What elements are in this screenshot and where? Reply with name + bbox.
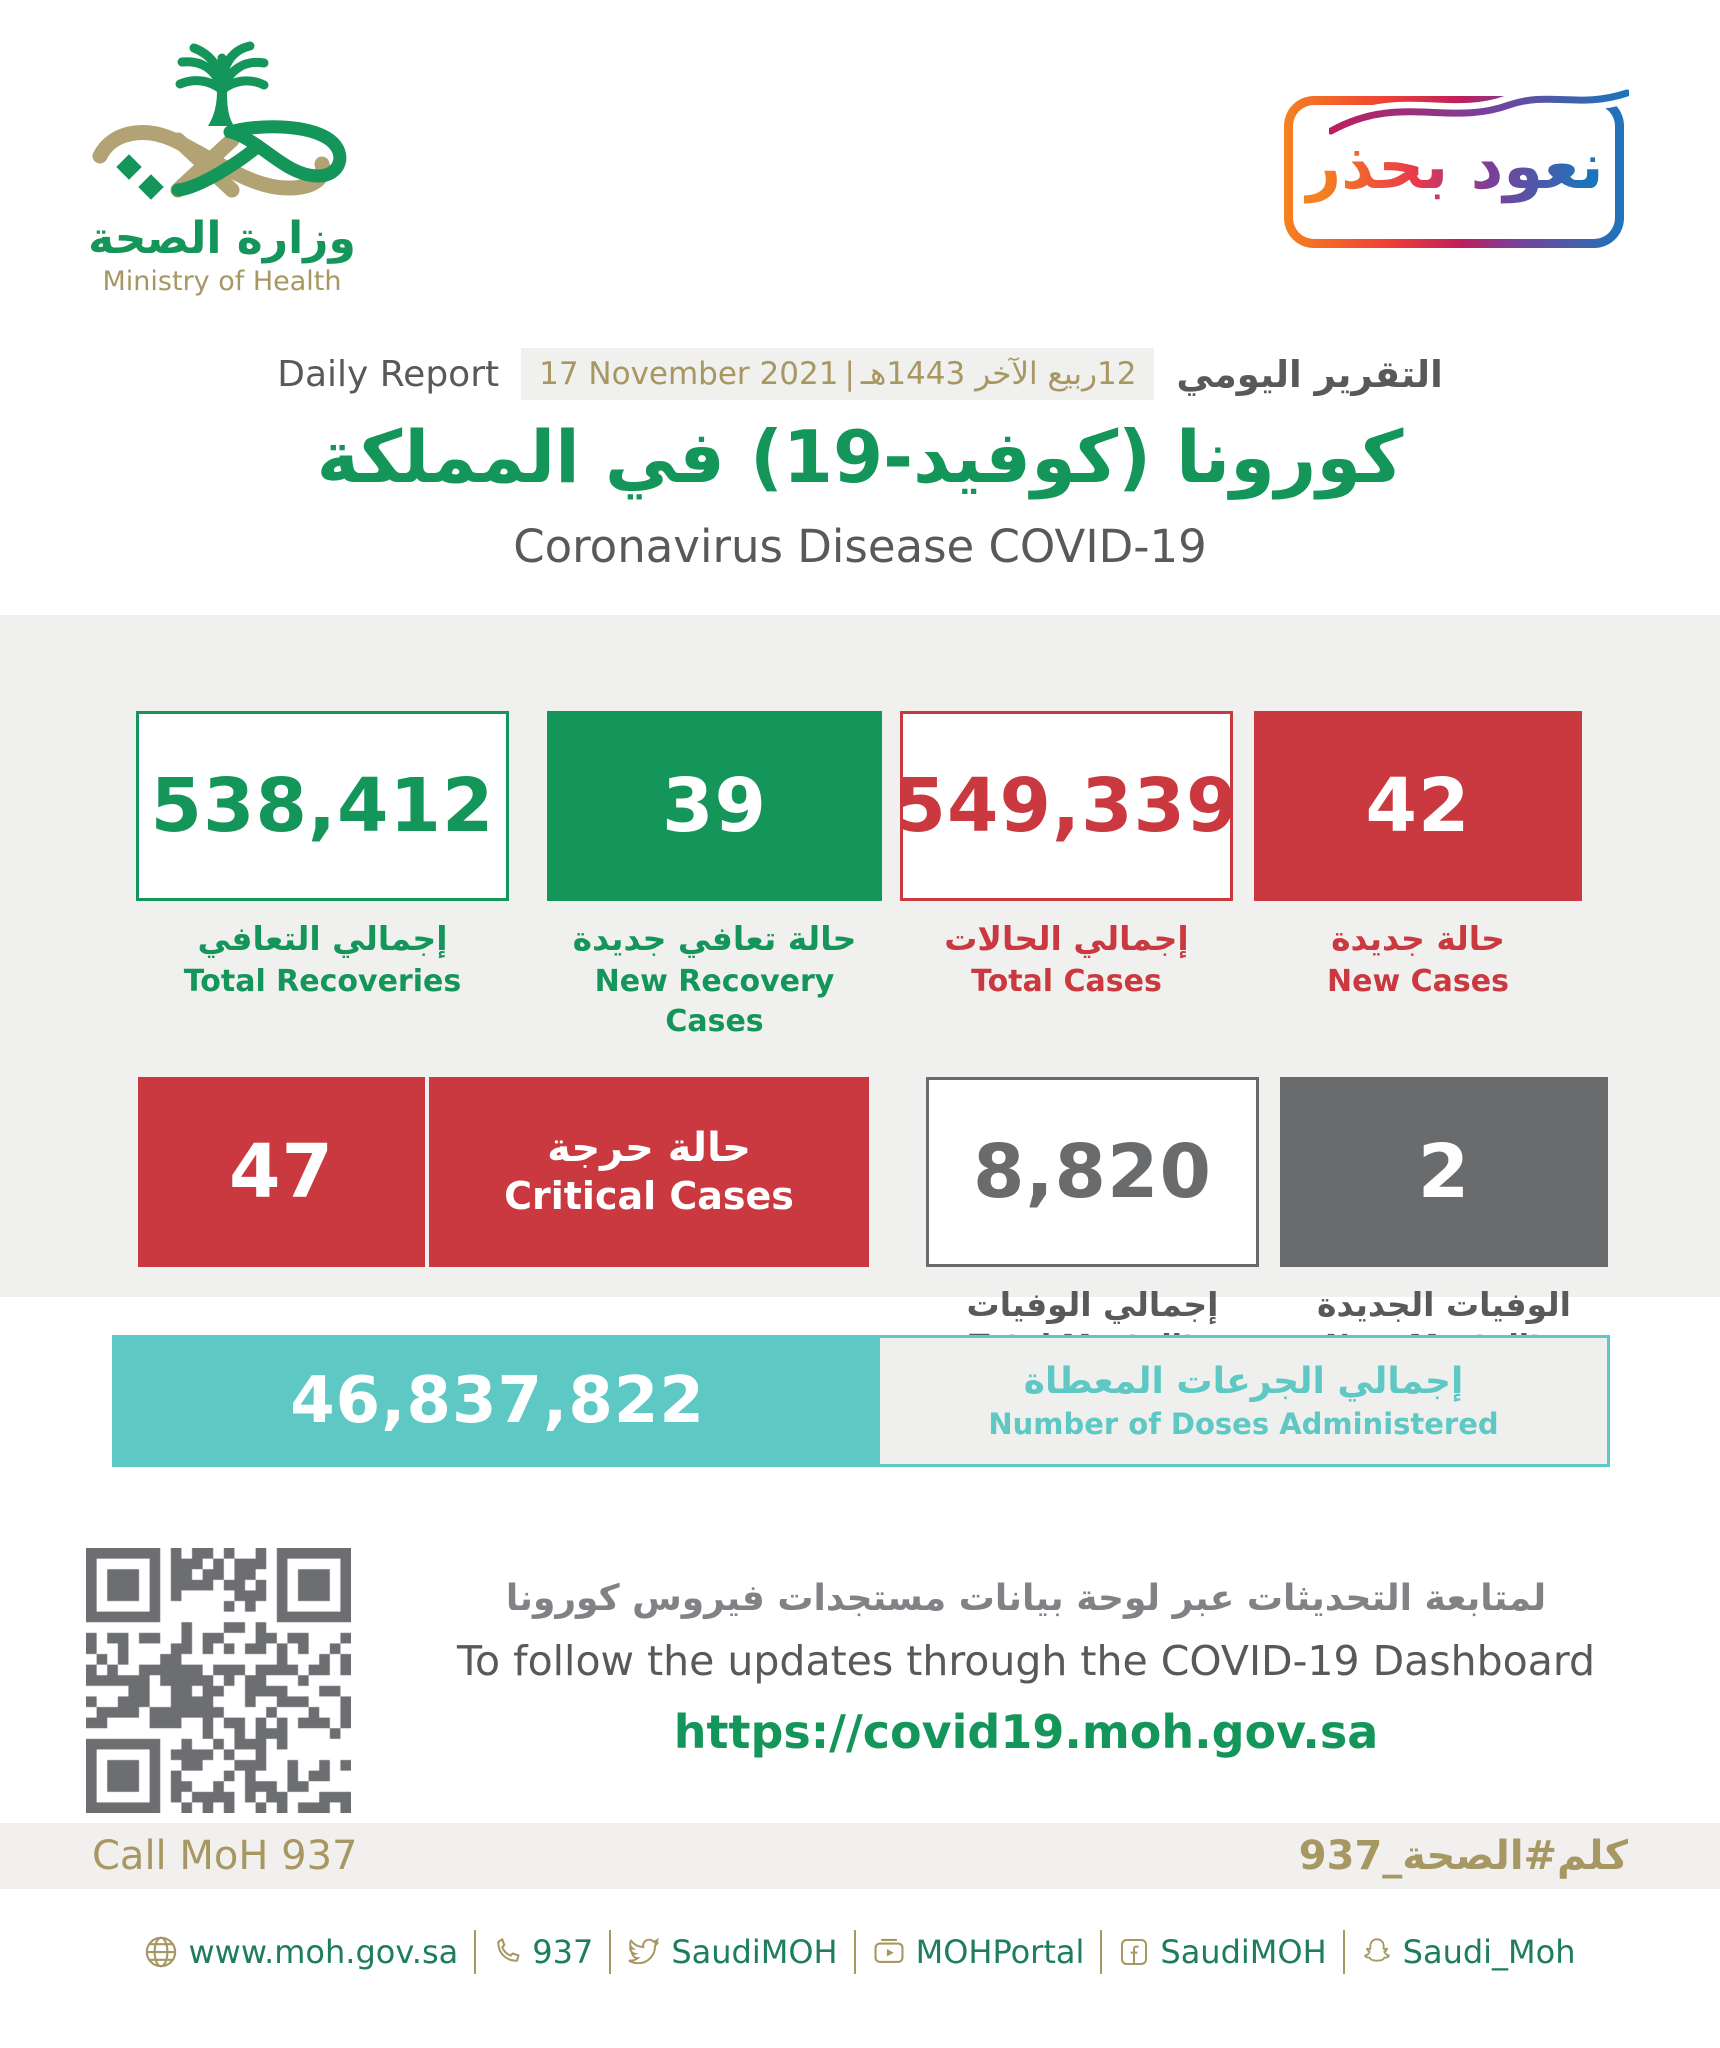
footer-youtube-label: MOHPortal	[915, 1933, 1085, 1971]
facebook-icon	[1118, 1936, 1150, 1968]
new-cases-label-ar: حالة جديدة	[1331, 919, 1505, 958]
new-recoveries-label-ar: حالة تعافي جديدة	[572, 919, 857, 958]
total-recoveries-label-en: Total Recoveries	[183, 963, 462, 999]
new-cases-label-en: New Cases	[1327, 963, 1509, 999]
dashboard-text-en: To follow the updates through the COVID-19 Dashboard	[456, 1637, 1596, 1685]
footer-contact-links	[0, 1930, 1720, 1974]
moh-logo-english: Ministry of Health	[102, 266, 342, 297]
footer-twitter-label: SaudiMOH	[671, 1933, 838, 1971]
stat-new-recoveries	[547, 711, 882, 1043]
doses-label-box	[880, 1338, 1607, 1464]
stat-critical-cases-value-cell	[138, 1077, 425, 1267]
dashboard-info	[352, 1578, 1700, 1759]
total-mortality-value: 8,820	[926, 1077, 1259, 1267]
snapchat-icon	[1361, 1936, 1393, 1968]
footer-link-facebook[interactable]	[1118, 1933, 1326, 1971]
phone-icon	[492, 1937, 522, 1967]
total-mortality-label-ar: إجمالي الوفيات	[966, 1284, 1219, 1324]
new-recoveries-value: 39	[547, 711, 882, 901]
footer-separator	[474, 1930, 476, 1974]
moh-logo-arabic: وزارة الصحة	[88, 213, 356, 264]
call-moh-label-en: Call MoH 937	[92, 1833, 358, 1879]
call-moh-band	[0, 1823, 1720, 1889]
twitter-icon	[627, 1935, 661, 1969]
daily-report-label-en: Daily Report	[277, 353, 500, 395]
total-cases-label-en: Total Cases	[971, 963, 1162, 999]
footer-separator	[609, 1930, 611, 1974]
footer-link-twitter[interactable]	[627, 1933, 837, 1971]
footer-snapchat-label: Saudi_Moh	[1402, 1933, 1576, 1971]
report-date	[521, 348, 1154, 400]
page-title-arabic: كورونا (كوفيد-19) في المملكة	[316, 415, 1404, 499]
total-cases-label-ar: إجمالي الحالات	[944, 919, 1189, 958]
stats-row-1	[0, 711, 1720, 1043]
doses-administered-bar	[112, 1335, 1610, 1467]
statistics-section	[0, 615, 1720, 1324]
total-recoveries-value: 538,412	[136, 711, 509, 901]
report-date-gregorian: 17 November 2021	[539, 356, 839, 392]
footer-phone-label: 937	[532, 1933, 594, 1971]
stat-new-mortality	[1280, 1077, 1608, 1368]
new-recoveries-label-en: New Recovery Cases	[594, 963, 835, 1040]
youtube-icon	[872, 1935, 906, 1969]
return-with-caution-badge	[1284, 96, 1624, 248]
stats-row-2	[0, 1077, 1720, 1368]
footer-link-youtube[interactable]	[872, 1933, 1085, 1971]
footer-separator	[854, 1930, 856, 1974]
new-mortality-label-ar: الوفيات الجديدة	[1317, 1284, 1571, 1324]
footer-link-snapchat[interactable]	[1361, 1933, 1576, 1971]
footer-link-website[interactable]	[144, 1933, 458, 1971]
doses-value: 46,837,822	[290, 1364, 705, 1438]
critical-cases-label-en: Critical Cases	[504, 1173, 794, 1218]
footer-separator	[1343, 1930, 1345, 1974]
footer-facebook-label: SaudiMOH	[1160, 1933, 1327, 1971]
stat-new-cases	[1254, 711, 1582, 1002]
daily-report-label-ar: التقرير اليومي	[1176, 352, 1443, 396]
call-moh-label-ar: كلم#الصحة_937	[1298, 1833, 1628, 1879]
critical-cases-value: 47	[138, 1077, 425, 1267]
stat-total-mortality	[926, 1077, 1259, 1368]
footer-website-label: www.moh.gov.sa	[188, 1933, 459, 1971]
dashboard-url-link[interactable]: https://covid19.moh.gov.sa	[673, 1705, 1379, 1759]
moh-logo	[72, 28, 372, 297]
doses-label-en: Number of Doses Administered	[988, 1406, 1499, 1441]
total-cases-value: 549,339	[900, 711, 1233, 901]
badge-text: نعود بحذر	[1304, 135, 1603, 209]
total-recoveries-label-ar: إجمالي التعافي	[197, 919, 448, 958]
globe-icon	[144, 1935, 178, 1969]
stat-total-cases	[894, 711, 1239, 1002]
date-separator: |	[844, 356, 855, 392]
critical-cases-label-ar: حالة حرجة	[547, 1124, 751, 1171]
critical-cases-label-box	[429, 1077, 869, 1267]
dashboard-text-ar: لمتابعة التحديثات عبر لوحة بيانات مستجدات فيروس كورونا	[505, 1578, 1547, 1619]
new-cases-value: 42	[1254, 711, 1582, 901]
report-header-line	[0, 348, 1720, 400]
doses-label-ar: إجمالي الجرعات المعطاة	[1023, 1360, 1464, 1402]
page-title-english: Coronavirus Disease COVID-19	[513, 520, 1207, 573]
footer-link-phone[interactable]	[492, 1933, 593, 1971]
dashboard-qr-code	[86, 1548, 351, 1813]
new-mortality-value: 2	[1280, 1077, 1608, 1267]
report-date-hijri: 12ربيع الآخر 1443هـ	[860, 356, 1137, 392]
moh-palm-logo-icon	[82, 28, 362, 213]
stat-total-recoveries	[136, 711, 509, 1002]
footer-separator	[1100, 1930, 1102, 1974]
